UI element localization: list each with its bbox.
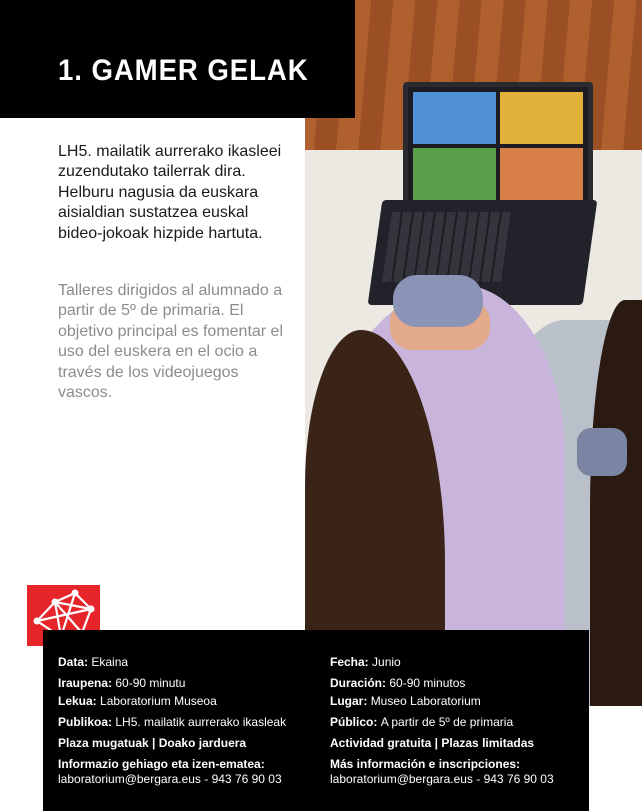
info-eu-duration: Iraupena: 60-90 minutu xyxy=(58,676,186,690)
info-es-date: Fecha: Junio xyxy=(330,655,401,669)
info-es-audience: Público: A partir de 5º de primaria xyxy=(330,715,514,729)
info-es-duration: Duración: 60-90 minutos xyxy=(330,676,466,690)
info-es-place: Lugar: Museo Laboratorium xyxy=(330,694,481,708)
photo-kids-playing-videogames xyxy=(305,0,642,706)
page-title: 1. GAMER GELAK xyxy=(58,54,309,87)
info-eu-place: Lekua: Laboratorium Museoa xyxy=(58,694,217,708)
photo-laptop-screen xyxy=(403,82,593,210)
photo-keyboard xyxy=(382,212,512,282)
description-spanish: Talleres dirigidos al alumnado a partir de 5º de primaria. El objetivo principal es fomentar el uso del euskera en el ocio a través de los videojuegos vascos. xyxy=(58,282,284,402)
title-bar xyxy=(0,0,355,118)
info-eu-contact: laboratorium@bergara.eus - 943 76 90 03 xyxy=(58,772,282,786)
photo-second-controller xyxy=(577,428,627,476)
info-es-notes: Actividad gratuita | Plazas limitadas xyxy=(330,736,535,750)
info-box xyxy=(43,630,589,811)
description-basque: LH5. mailatik aurrerako ikasleei zuzendutako tailerrak dira. Helburu nagusia da euskara aisialdian sustatzea euskal bideo-jokoak hizpide hartuta. xyxy=(58,143,282,242)
info-es-more-label: Más información e inscripciones: xyxy=(330,757,521,771)
info-eu-notes: Plaza mugatuak | Doako jarduera xyxy=(58,736,247,750)
info-eu-date: Data: Ekaina xyxy=(58,655,129,669)
info-eu-more-label: Informazio gehiago eta izen-ematea: xyxy=(58,757,265,771)
info-es-contact: laboratorium@bergara.eus - 943 76 90 03 xyxy=(330,772,554,786)
photo-game-controller xyxy=(393,275,483,327)
info-eu-audience: Publikoa: LH5. mailatik aurrerako ikasleak xyxy=(58,715,287,729)
